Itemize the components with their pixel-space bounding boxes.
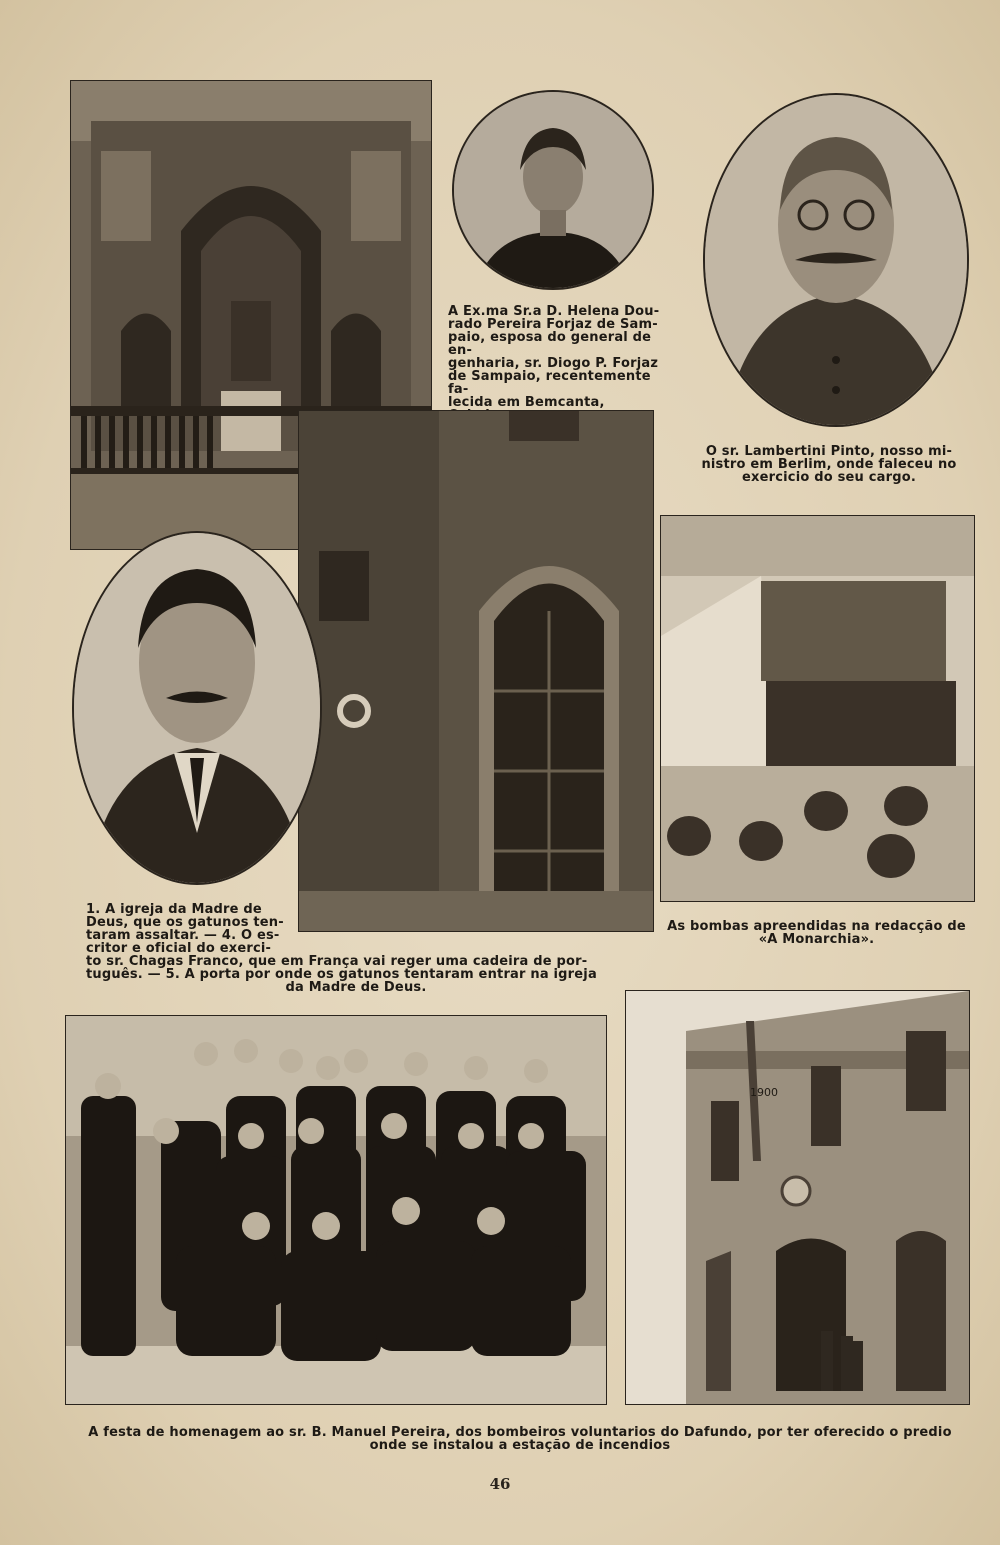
caption-line: O sr. Lambertini Pinto, nosso mi- — [705, 444, 953, 459]
page-number: 46 — [489, 1475, 511, 1493]
caption-line: taram assaltar. — 4. O es- — [86, 928, 280, 943]
caption-lambertini — [698, 445, 960, 484]
caption-line: Deus, que os gatunos ten- — [86, 915, 284, 930]
portrait-chagas-franco — [72, 531, 322, 885]
photo-bombs — [660, 515, 975, 902]
caption-line: 1. A igreja da Madre de — [86, 902, 262, 917]
photo-fire-station — [625, 990, 970, 1405]
building-sign: 1900 — [750, 1086, 778, 1099]
caption-line: paio, esposa do general de en- — [448, 330, 652, 358]
caption-line: «A Monarchia». — [758, 932, 875, 947]
caption-line: exercicio do seu cargo. — [742, 470, 916, 485]
caption-line: rado Pereira Forjaz de Sam- — [448, 317, 658, 332]
caption-church — [86, 903, 326, 955]
caption-line: tuguês. — 5. A porta por onde os gatunos tentaram entrar na igreja — [86, 967, 597, 982]
photo-church-door — [298, 410, 654, 932]
caption-line: critor e oficial do exerci- — [86, 941, 272, 956]
caption-line: onde se instalou a estação de incendios — [369, 1438, 671, 1453]
caption-line: to sr. Chagas Franco, que em França vai reger uma cadeira de por- — [86, 954, 588, 969]
caption-church-continued — [86, 955, 626, 994]
photo-group — [65, 1015, 607, 1405]
caption-line: lecida em Bemcanta, — [448, 395, 605, 410]
caption-line: A festa de homenagem ao sr. B. Manuel Pereira, dos bombeiros voluntarios do Dafundo, por ter oferecido o predio — [88, 1425, 952, 1440]
portrait-helena — [452, 90, 654, 290]
portrait-lambertini — [703, 93, 969, 427]
caption-line: de Sampaio, recentemente fa- — [448, 369, 651, 397]
caption-line: da Madre de Deus. — [285, 980, 427, 995]
caption-line: A Ex.ma Sr.a D. Helena Dou- — [448, 304, 660, 319]
caption-line: As bombas apreendidas na redacção de — [667, 919, 966, 934]
caption-line: genharia, sr. Diogo P. Forjaz — [448, 356, 659, 371]
caption-bombs — [660, 920, 973, 946]
caption-line: nistro em Berlim, onde faleceu no — [701, 457, 957, 472]
caption-helena — [448, 305, 673, 422]
caption-festa — [60, 1426, 980, 1452]
